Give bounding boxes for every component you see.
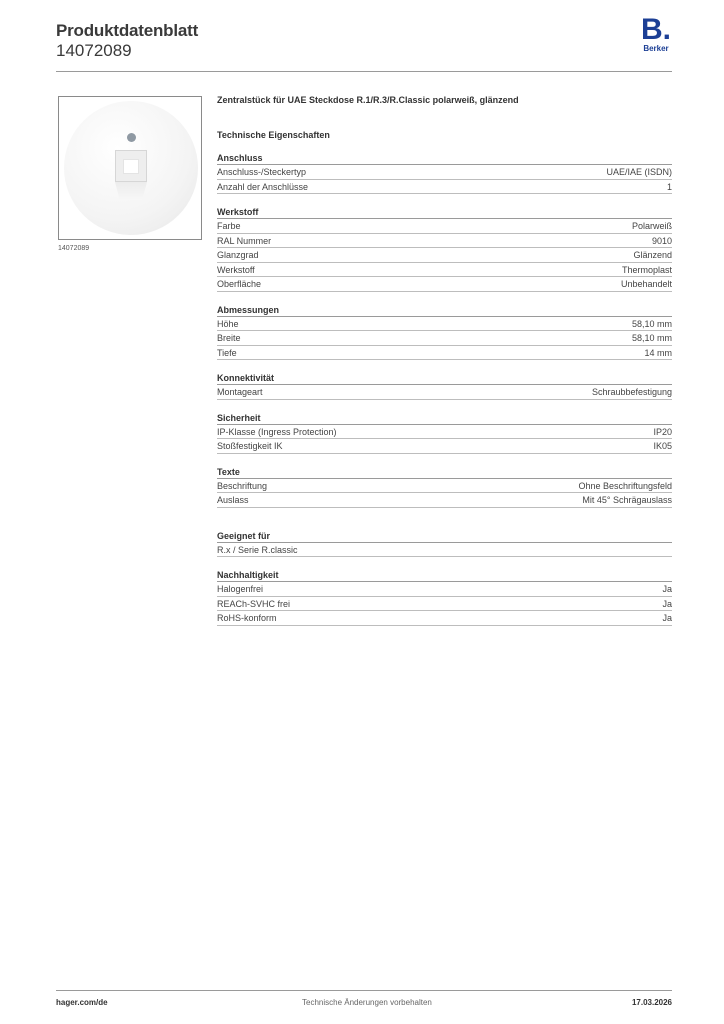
spec-value: Schraubbefestigung xyxy=(591,387,672,397)
spec-section-texte xyxy=(217,466,672,508)
spec-value: Ohne Beschriftungsfeld xyxy=(578,480,672,491)
spec-value: Polarweiß xyxy=(631,221,672,231)
socket-port-opening xyxy=(123,159,139,174)
spec-label: Werkstoff xyxy=(217,264,255,275)
section-title: Texte xyxy=(217,466,672,479)
page-title: Produktdatenblatt xyxy=(56,21,199,40)
spec-row xyxy=(217,543,672,558)
spec-row xyxy=(217,479,672,494)
spec-label: REACh-SVHC frei xyxy=(217,598,291,609)
spec-row xyxy=(217,493,672,508)
footer-divider xyxy=(56,990,672,991)
spec-value: Ja xyxy=(662,584,672,594)
section-title: Sicherheit xyxy=(217,412,672,425)
spec-label: Montageart xyxy=(217,387,263,397)
section-title: Nachhaltigkeit xyxy=(217,569,672,582)
spec-label: Auslass xyxy=(217,495,249,505)
spec-value: 9010 xyxy=(651,235,672,246)
section-title: Geeignet für xyxy=(217,530,672,543)
spec-section-abmessungen xyxy=(217,304,672,361)
socket-port xyxy=(115,150,147,182)
socket-slope xyxy=(115,182,147,200)
spec-row xyxy=(217,611,672,626)
spec-value: Thermoplast xyxy=(621,264,672,275)
section-title: Werkstoff xyxy=(217,206,672,219)
spec-value: 14 mm xyxy=(644,347,672,358)
spec-label: Anzahl der Anschlüsse xyxy=(217,181,309,192)
spec-section-anschluss xyxy=(217,152,672,194)
spec-label: Beschriftung xyxy=(217,480,268,491)
socket-cover-disc xyxy=(64,101,198,235)
header-divider xyxy=(56,71,672,72)
footer-disclaimer: Technische Änderungen vorbehalten xyxy=(302,998,432,1007)
spec-label: Tiefe xyxy=(217,347,237,358)
spec-row xyxy=(217,277,672,292)
footer-website: hager.com/de xyxy=(56,998,108,1007)
logo-wordmark: Berker xyxy=(643,44,669,53)
logo-mark: B. xyxy=(641,13,671,46)
spec-row xyxy=(217,385,672,400)
spec-value: IK05 xyxy=(653,441,672,451)
spec-content xyxy=(217,94,672,626)
spec-row xyxy=(217,180,672,195)
spec-label: Oberfläche xyxy=(217,279,262,289)
spec-row xyxy=(217,317,672,332)
section-title: Anschluss xyxy=(217,152,672,165)
spec-row xyxy=(217,597,672,612)
spec-value: Mit 45° Schrägauslass xyxy=(582,495,672,505)
spec-label: Farbe xyxy=(217,221,241,231)
spec-row xyxy=(217,439,672,454)
spec-label: Anschluss-/Steckertyp xyxy=(217,167,307,177)
spec-row xyxy=(217,346,672,361)
spec-section-nachhaltigkeit xyxy=(217,569,672,626)
spec-section-werkstoff xyxy=(217,206,672,292)
spec-value: Ja xyxy=(662,613,672,623)
image-caption: 14072089 xyxy=(58,245,90,252)
section-title: Konnektivität xyxy=(217,372,672,385)
socket-indicator-dot xyxy=(127,133,136,142)
spec-value: UAE/IAE (ISDN) xyxy=(606,167,672,177)
spec-row xyxy=(217,219,672,234)
spec-label: Höhe xyxy=(217,318,239,329)
spec-row xyxy=(217,248,672,263)
spec-value: 58,10 mm xyxy=(631,318,672,329)
footer-date: 17.03.2026 xyxy=(631,998,672,1007)
spec-section-konnektivitaet xyxy=(217,372,672,400)
spec-value: 58,10 mm xyxy=(631,333,672,343)
technical-properties-heading: Technische Eigenschaften xyxy=(217,130,330,140)
section-title: Abmessungen xyxy=(217,304,672,317)
spec-value: Ja xyxy=(662,598,672,609)
article-number: 14072089 xyxy=(56,41,132,60)
spec-value: IP20 xyxy=(653,426,672,437)
product-image xyxy=(58,96,202,240)
spec-section-geeignet-fuer xyxy=(217,530,672,558)
spec-label: RAL Nummer xyxy=(217,235,272,246)
spec-row xyxy=(217,425,672,440)
spec-row xyxy=(217,234,672,249)
spec-row xyxy=(217,165,672,180)
spec-label: Stoßfestigkeit IK xyxy=(217,441,283,451)
spec-label: Breite xyxy=(217,333,241,343)
spec-value: Glänzend xyxy=(633,250,672,260)
spec-label: Halogenfrei xyxy=(217,584,264,594)
spec-value: Unbehandelt xyxy=(620,279,672,289)
spec-row xyxy=(217,331,672,346)
spec-row xyxy=(217,582,672,597)
spec-label: Glanzgrad xyxy=(217,250,259,260)
page-header xyxy=(56,20,198,61)
spec-section-sicherheit xyxy=(217,412,672,454)
berker-logo xyxy=(636,13,676,56)
product-name: Zentralstück für UAE Steckdose R.1/R.3/R.Classic polarweiß, glänzend xyxy=(217,95,519,105)
spec-label: IP-Klasse (Ingress Protection) xyxy=(217,426,337,437)
spec-label: RoHS-konform xyxy=(217,613,277,623)
spec-row xyxy=(217,263,672,278)
spec-value: 1 xyxy=(666,181,672,192)
spec-label: R.x / Serie R.classic xyxy=(217,544,298,555)
